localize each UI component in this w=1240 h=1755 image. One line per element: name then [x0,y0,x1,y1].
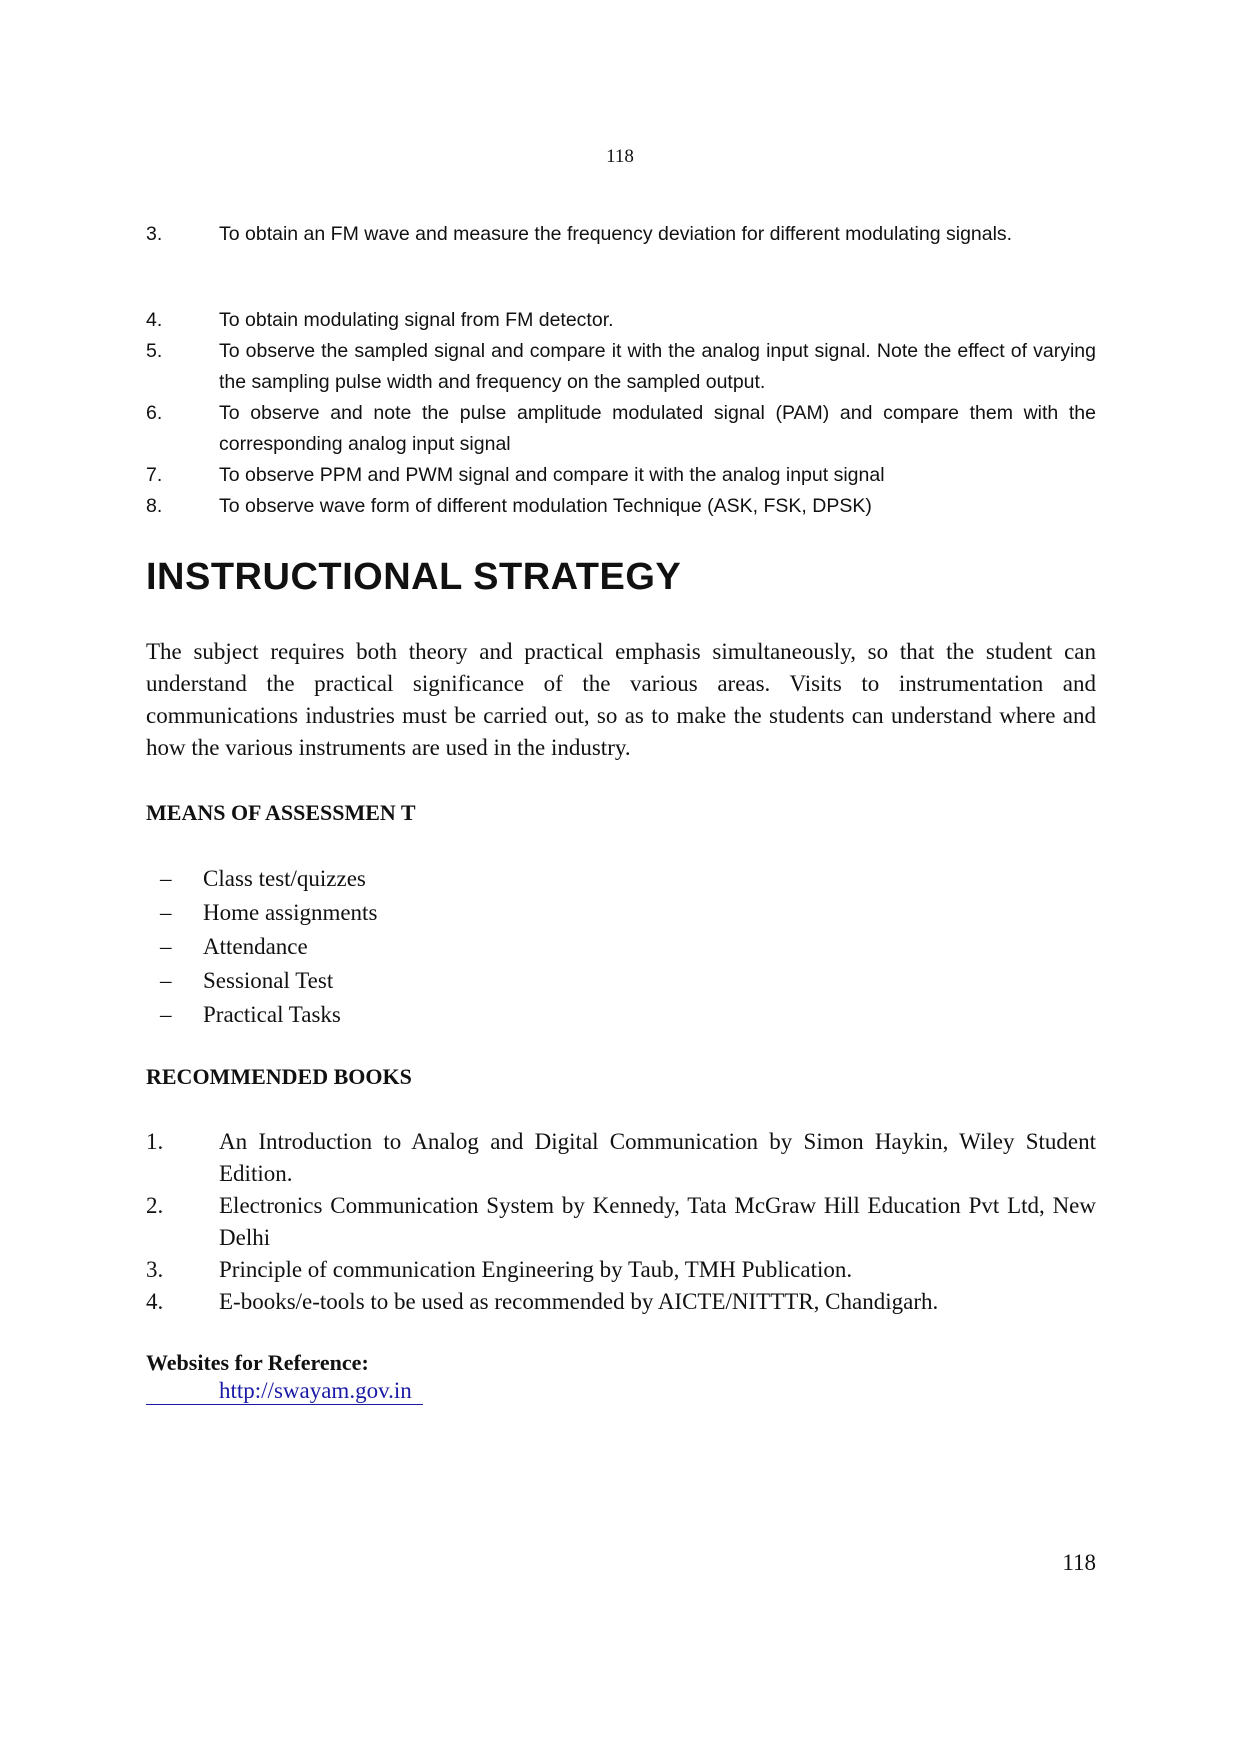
list-item [146,219,1096,250]
assessment-list [160,862,377,1032]
list-item-number: 7. [146,464,163,486]
list-item-number: 4. [146,309,163,331]
experiment-list [146,305,1096,522]
list-item-number: 8. [146,495,163,517]
list-item-text: Class test/quizzes [203,866,366,891]
list-item-text: Sessional Test [203,968,334,993]
dash-bullet: – [160,968,172,993]
dash-bullet: – [160,1002,172,1027]
dash-bullet: – [160,900,172,925]
list-item [160,896,377,930]
list-item-text: Practical Tasks [203,1002,341,1027]
list-item-text: Electronics Communication System by Kennedy, Tata McGraw Hill Education Pvt Ltd, New Delhi [219,1193,1096,1250]
list-item-text: To observe and note the pulse amplitude modulated signal (PAM) and compare them with the corresponding analog input signal [219,402,1096,455]
list-item [160,862,377,896]
list-item [146,1286,1096,1318]
page-number-bottom: 118 [1062,1550,1096,1575]
list-item-number: 3. [146,223,163,245]
websites-heading: Websites for Reference: [146,1350,369,1375]
list-item-text: An Introduction to Analog and Digital Communication by Simon Haykin, Wiley Student Edition. [219,1129,1096,1186]
list-item-text: E-books/e-tools to be used as recommended by AICTE/NITTTR, Chandigarh. [219,1289,939,1314]
list-item-text: Home assignments [203,900,378,925]
dash-bullet: – [160,866,172,891]
list-item-number: 5. [146,340,163,362]
list-item [146,1254,1096,1286]
list-item-text: Attendance [203,934,308,959]
dash-bullet: – [160,934,172,959]
list-item-number: 6. [146,402,163,424]
list-item [146,1126,1096,1190]
list-item [146,336,1096,398]
list-item-number: 1. [146,1129,164,1154]
list-item [160,964,377,998]
list-item-number: 3. [146,1257,164,1282]
website-link[interactable]: http://swayam.gov.in [219,1378,412,1403]
list-item-text: Principle of communication Engineering by Taub, TMH Publication. [219,1257,853,1282]
list-item [146,1190,1096,1254]
assessment-heading: MEANS OF ASSESSMEN T [146,800,416,825]
list-item-text: To obtain an FM wave and measure the frequency deviation for different modulating signals. [219,223,1013,245]
list-item [160,998,377,1032]
instructional-strategy-heading: INSTRUCTIONAL STRATEGY [146,556,682,598]
strategy-paragraph: The subject requires both theory and practical emphasis simultaneously, so that the student can understand the practical significance of the various areas. Visits to instrumentation and communications industries must be carried out, so as to make the students can understand where and how the various instruments are used in the industry. [146,639,1096,760]
list-item-text: To observe the sampled signal and compare it with the analog input signal. Note the effect of varying the sampling pulse width and frequency on the sampled output. [219,340,1096,393]
list-item-text: To observe PPM and PWM signal and compare it with the analog input signal [219,464,885,486]
list-item [160,930,377,964]
list-item-text: To observe wave form of different modulation Technique (ASK, FSK, DPSK) [219,495,872,517]
list-item [146,398,1096,460]
recommended-books-heading: RECOMMENDED BOOKS [146,1064,412,1089]
list-item [146,491,1096,522]
experiment-list-first [146,219,1096,250]
list-item-text: To obtain modulating signal from FM detector. [219,309,614,331]
website-link-line [146,1378,423,1405]
list-item [146,305,1096,336]
page-number-top: 118 [606,146,634,167]
list-item-number: 2. [146,1193,164,1218]
list-item [146,460,1096,491]
list-item-number: 4. [146,1289,164,1314]
books-list [146,1126,1096,1318]
